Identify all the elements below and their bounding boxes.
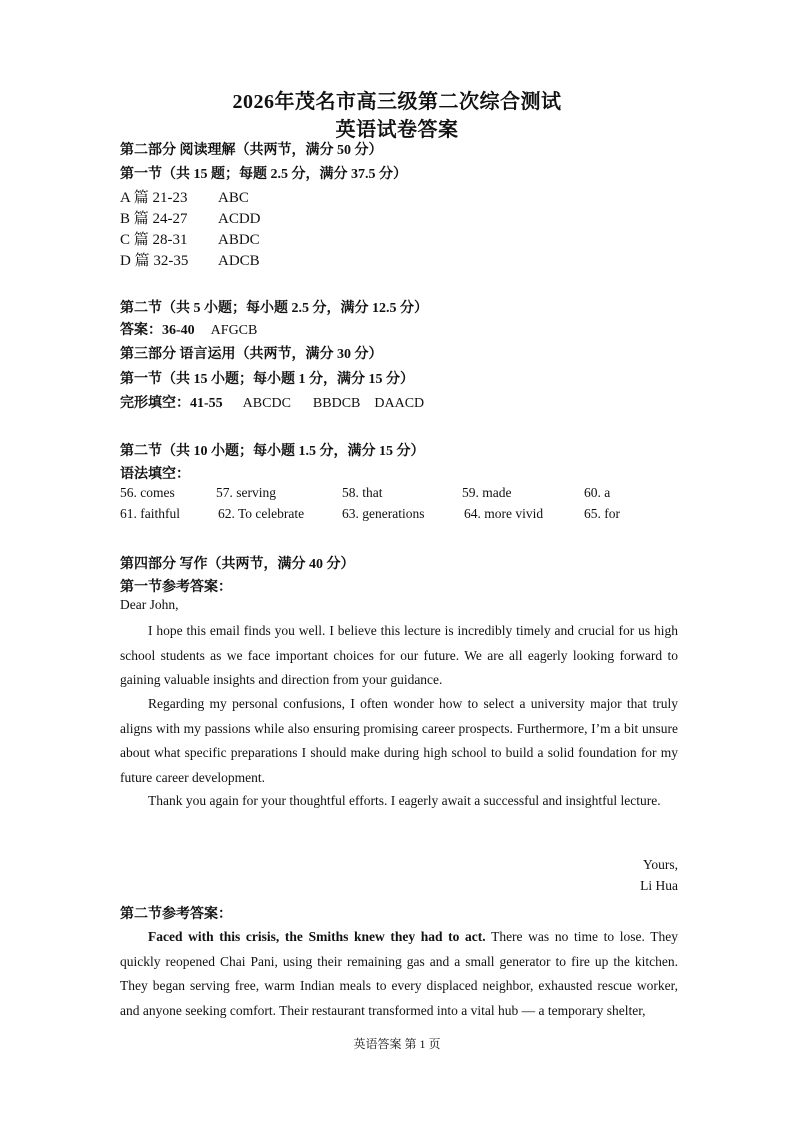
paragraph-text: Thank you again for your thoughtful efforts. I eagerly await a successful and insightful lecture. [148, 793, 661, 808]
passage-answer: ACDD [218, 211, 261, 227]
reading-answer-row [120, 186, 249, 207]
reading-section2-answer-row [120, 319, 257, 339]
cloze-group: BBDCB [312, 396, 361, 411]
sub-title: 英语试卷答案 [335, 119, 459, 141]
continuation-text: There was no time to lose. They quickly reopened Chai Pani, using their remaining gas and a small generator to fire up the kitchen. They began serving free, warm Indian meals to every displaced neighbor, exhausted rescue worker, and anyone seeking comfort. Their restaurant transformed into a vital hub — a temporary shelter, [120, 929, 678, 1018]
letter-paragraph [120, 789, 678, 814]
reading-answer-row [120, 207, 261, 228]
reading-section1-title: 第一节（共 15 题；每题 2.5 分，满分 37.5 分） [120, 167, 407, 182]
section2-answer-label: 答案：36-40 [120, 323, 195, 338]
passage-label: A 篇 21-23 [120, 190, 188, 206]
grammar-answer: 61. faithful [120, 506, 180, 521]
continuation-lead-sentence: Faced with this crisis, the Smiths knew they had to act. [148, 929, 486, 944]
reading-section2-title: 第二节（共 5 小题；每小题 2.5 分，满分 12.5 分） [120, 301, 428, 316]
writing-section1-title: 第一节参考答案： [120, 580, 232, 595]
cloze-group: ABCDC [242, 396, 291, 411]
grammar-answer: 65. for [584, 506, 620, 521]
paragraph-text: Regarding my personal confusions, I often wonder how to select a university major that truly aligns with my passions while also ensuring promising career prospects. Furthermore, I’m a bit unsure about what specific preparations I should make during high school to build a solid foundation for my future career development. [120, 696, 678, 785]
reading-answer-row [120, 228, 260, 249]
grammar-label: 语法填空： [120, 467, 190, 482]
grammar-answer: 56. comes [120, 485, 175, 500]
passage-label: C 篇 28-31 [120, 232, 188, 248]
passage-answer: ADCB [218, 253, 260, 269]
grammar-answer: 63. generations [342, 506, 425, 521]
cloze-label: 完形填空：41-55 [120, 396, 223, 411]
page-footer: 英语答案 第 1 页 [353, 1037, 441, 1051]
grammar-answer: 57. serving [216, 485, 276, 500]
grammar-answer: 58. that [342, 485, 383, 500]
writing-part-title: 第四部分 写作（共两节，满分 40 分） [120, 557, 355, 572]
writing-section2-title: 第二节参考答案： [120, 907, 232, 922]
main-title: 2026年茂名市高三级第二次综合测试 [232, 91, 562, 113]
language-section2-title: 第二节（共 10 小题；每小题 1.5 分，满分 15 分） [120, 444, 425, 459]
grammar-answer: 62. To celebrate [218, 506, 305, 521]
cloze-answer-row [120, 392, 424, 412]
passage-answer: ABC [218, 190, 249, 206]
passage-answer: ABDC [218, 232, 260, 248]
letter-paragraph [120, 619, 678, 693]
passage-label: D 篇 32-35 [120, 253, 189, 269]
letter-signature: Li Hua [640, 878, 678, 893]
grammar-answer: 59. made [462, 485, 512, 500]
grammar-answer: 64. more vivid [464, 506, 544, 521]
reading-answer-row [120, 249, 260, 270]
language-part-title: 第三部分 语言运用（共两节，满分 30 分） [120, 347, 383, 362]
letter-paragraph [120, 692, 678, 790]
passage-label: B 篇 24-27 [120, 211, 188, 227]
reading-part-title: 第二部分 阅读理解（共两节，满分 50 分） [120, 143, 383, 158]
letter-salutation: Dear John, [120, 597, 179, 612]
continuation-paragraph [120, 925, 678, 1023]
paragraph-text: I hope this email finds you well. I believe this lecture is incredibly timely and crucial for us high school students as we face important choices for our future. We are all eagerly looking forward to gaining valuable insights and direction from your guidance. [120, 623, 678, 687]
language-section1-title: 第一节（共 15 小题；每小题 1 分，满分 15 分） [120, 372, 414, 387]
letter-closing: Yours, [642, 857, 678, 872]
cloze-group: DAACD [374, 396, 425, 411]
grammar-answer: 60. a [584, 485, 611, 500]
section2-answer: AFGCB [210, 323, 258, 338]
